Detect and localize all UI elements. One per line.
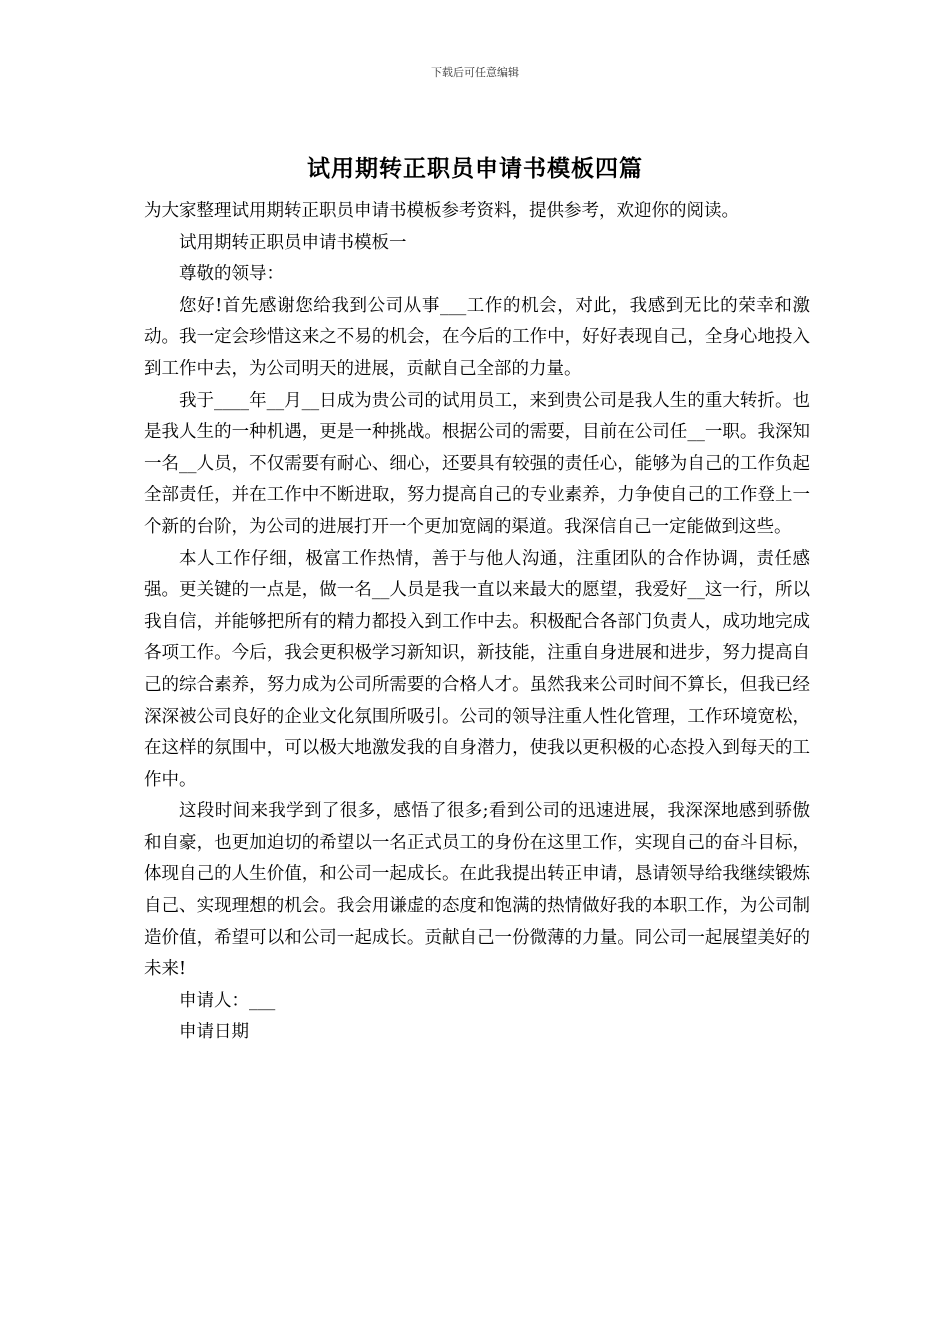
body-paragraph: 本人工作仔细，极富工作热情，善于与他人沟通，注重团队的合作协调，责任感强。更关键的一点是，做一名__人员是我一直以来最大的愿望，我爱好__这一行，所以我自信，并能够把所有的精力都投入到工作中去。积极配合各部门负责人，成功地完成各项工作。今后，我会更积极学习新知识，新技能，注重自身进展和进步，努力提高自己的综合素养，努力成为公司所需要的合格人才。虽然我来公司时间不算长，但我已经深深被公司良好的企业文化氛围所吸引。公司的领导注重人性化管理，工作环境宽松，在这样的氛围中，可以极大地激发我的自身潜力，使我以更积极的心态投入到每天的工作中。 bbox=[144, 548, 810, 790]
date-line: 申请日期 bbox=[179, 1022, 249, 1043]
body-paragraph: 您好!首先感谢您给我到公司从事___工作的机会，对此，我感到无比的荣幸和激动。我一定会珍惜这来之不易的机会，在今后的工作中，好好表现自己，全身心地投入到工作中去，为公司明天的进展，贡献自己全部的力量。 bbox=[144, 295, 810, 379]
body-paragraph: 这段时间来我学到了很多，感悟了很多;看到公司的迅速进展，我深深地感到骄傲和自豪，也更加迫切的希望以一名正式员工的身份在这里工作，实现自己的奋斗目标，体现自己的人生价值，和公司一起成长。在此我提出转正申请，恳请领导给我继续锻炼自己、实现理想的机会。我会用谦虚的态度和饱满的热情做好我的本职工作，为公司制造价值，希望可以和公司一起成长。贡献自己一份微薄的力量。同公司一起展望美好的未来! bbox=[144, 801, 810, 980]
intro-paragraph: 为大家整理试用期转正职员申请书模板参考资料，提供参考，欢迎你的阅读。 bbox=[144, 201, 739, 221]
section-heading: 试用期转正职员申请书模板一 bbox=[179, 232, 407, 253]
body-paragraph: 我于____年__月__日成为贵公司的试用员工，来到贵公司是我人生的重大转折。也是我人生的一种机遇，更是一种挑战。根据公司的需要，目前在公司任__一职。我深知一名__人员，不仅需要有耐心、细心，还要具有较强的责任心，能够为自己的工作负起全部责任，并在工作中不断进取，努力提高自己的专业素养，力争使自己的工作登上一个新的台阶，为公司的进展打开一个更加宽阔的渠道。我深信自己一定能做到这些。 bbox=[144, 390, 810, 537]
salutation: 尊敬的领导： bbox=[179, 264, 284, 285]
document-body bbox=[144, 196, 810, 1049]
page-header: 下载后可任意编辑 bbox=[431, 66, 519, 79]
applicant-line: 申请人：___ bbox=[179, 990, 276, 1011]
document-title: 试用期转正职员申请书模板四篇 bbox=[307, 155, 643, 182]
